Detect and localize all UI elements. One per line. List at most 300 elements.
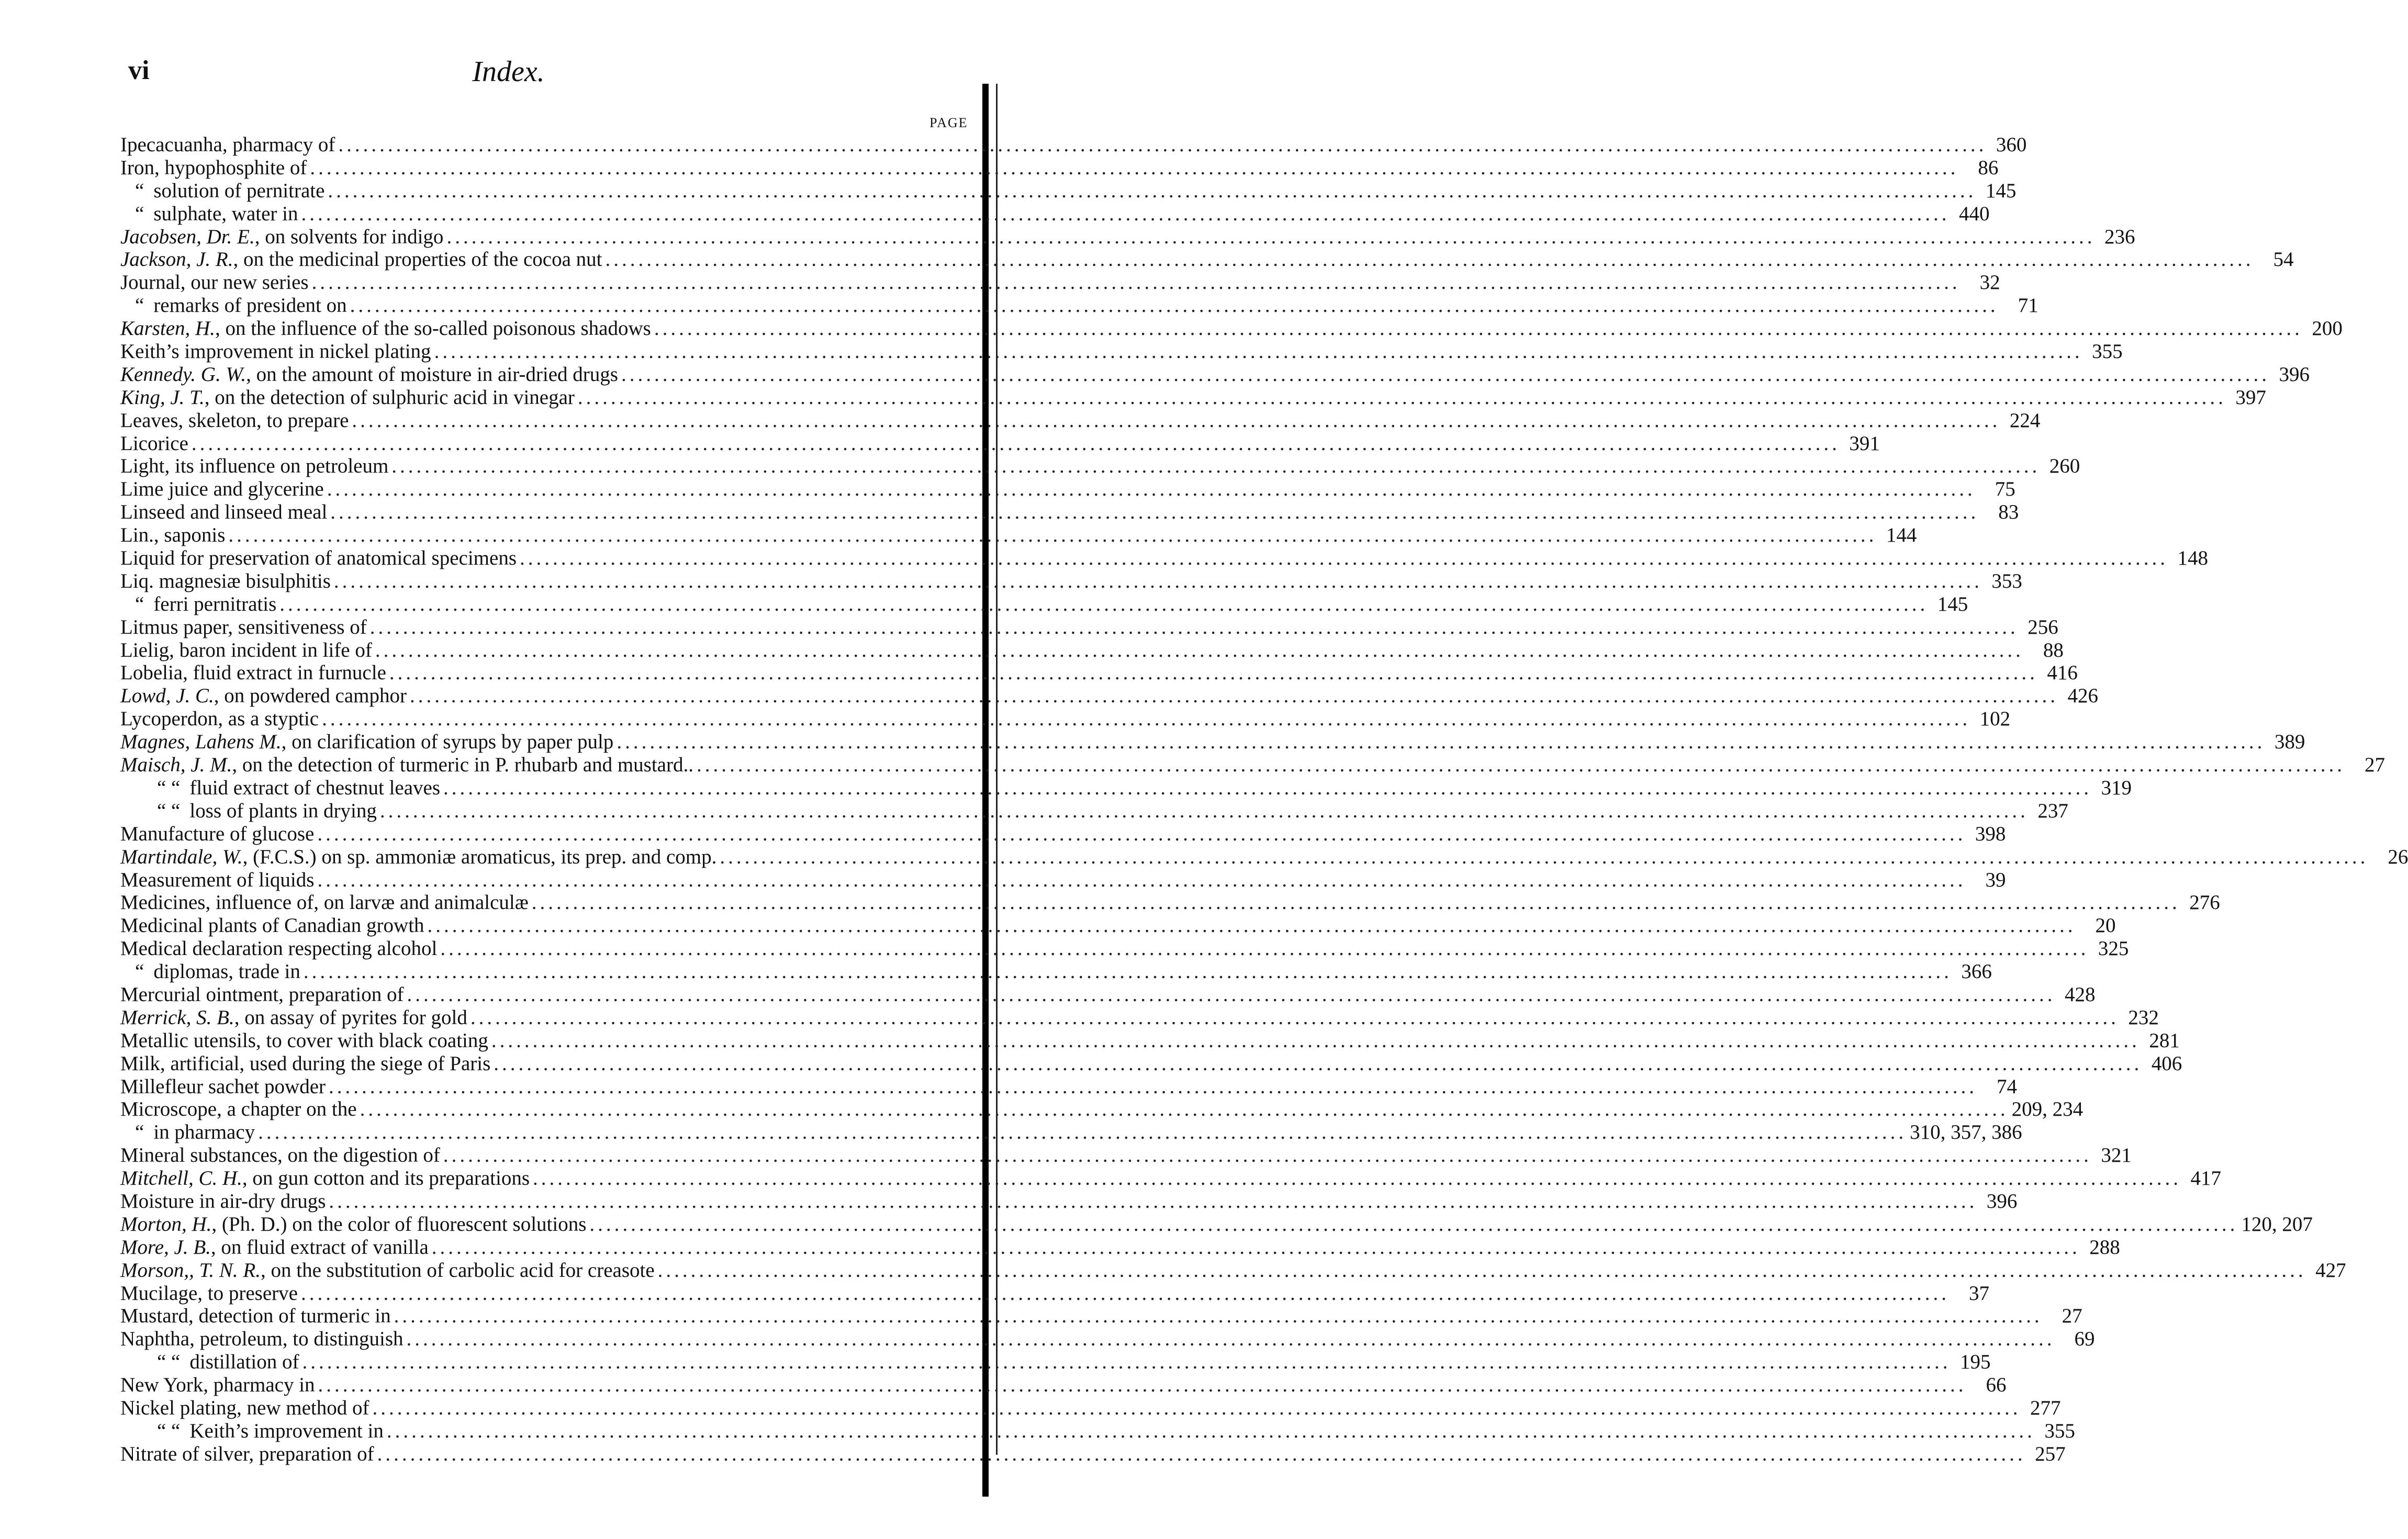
- entry-page: 69: [2074, 1328, 2095, 1351]
- entry-subject: Liquid for preservation of anatomical specimens: [120, 547, 517, 570]
- index-entry: [120, 1282, 1989, 1305]
- entry-subject: ferri pernitratis: [153, 592, 277, 615]
- index-entry: [120, 1052, 2182, 1075]
- entry-subject: Medicines, influence of, on larvæ and animalculæ: [120, 891, 529, 914]
- dot-leader: ........................................................................................................................................................................................................: [470, 1006, 2119, 1029]
- entry-subject: diplomas, trade in: [153, 960, 300, 983]
- index-entry: [120, 891, 2220, 914]
- dot-leader: ........................................................................................................................................................................................................: [406, 1328, 2055, 1351]
- index-entry: [120, 225, 2135, 249]
- dot-leader: ........................................................................................................................................................................................................: [657, 1259, 2306, 1282]
- entry-subject: , on fluid extract of vanilla: [210, 1235, 429, 1259]
- entry-page: 20: [2095, 914, 2116, 937]
- dot-leader: ........................................................................................................................................................................................................: [407, 983, 2056, 1006]
- dot-leader: ........................................................................................................................................................................................................: [330, 501, 1979, 524]
- dot-leader: ........................................................................................................................................................................................................: [696, 754, 2345, 777]
- index-entry: [120, 799, 2068, 823]
- entry-page: 366: [1961, 960, 1992, 983]
- page-header: [0, 55, 1017, 97]
- entry-page: 26: [2388, 845, 2408, 868]
- entry-page: 200: [2312, 317, 2343, 340]
- entry-subject: Mucilage, to preserve: [120, 1282, 298, 1305]
- entry-subject: Keith’s improvement in: [189, 1419, 384, 1442]
- entry-page: 428: [2064, 983, 2096, 1006]
- entry-subject: Iron, hypophosphite of: [120, 156, 307, 179]
- dot-leader: ........................................................................................................................................................................................................: [446, 225, 2096, 248]
- entry-subject: , on powdered camphor: [214, 684, 407, 707]
- dot-leader: ........................................................................................................................................................................................................: [589, 1212, 2238, 1235]
- entry-text: [120, 684, 407, 707]
- entry-text: [120, 800, 377, 823]
- entry-text: [120, 1236, 429, 1259]
- dot-leader: ........................................................................................................................................................................................................: [311, 271, 1961, 294]
- entry-page: 145: [1937, 592, 1968, 615]
- entry-subject: Naphtha, petroleum, to distinguish: [120, 1328, 404, 1351]
- index-entry: [120, 248, 2294, 271]
- ditto-mark: “: [135, 202, 144, 225]
- entry-subject: Keith’s improvement in nickel plating: [120, 340, 431, 363]
- dot-leader: ........................................................................................................................................................................................................: [317, 822, 1966, 845]
- index-entry: [120, 1098, 2084, 1121]
- entry-page: 232: [2128, 1006, 2159, 1029]
- entry-page: 406: [2151, 1052, 2182, 1075]
- entry-subject: solution of pernitrate: [153, 179, 325, 202]
- dot-leader: ........................................................................................................................................................................................................: [531, 891, 2180, 914]
- dot-leader: ........................................................................................................................................................................................................: [329, 1189, 1978, 1212]
- entry-subject: Leaves, skeleton, to prepare: [120, 409, 349, 432]
- dot-leader: ........................................................................................................................................................................................................: [372, 1396, 2021, 1419]
- index-entry: [120, 179, 2017, 203]
- index-entry: [120, 638, 2064, 662]
- entry-page: 256: [2028, 615, 2058, 638]
- entry-page: 74: [1997, 1075, 2018, 1098]
- index-entry: [120, 271, 2000, 294]
- author-name: Morton, H.: [120, 1212, 212, 1235]
- index-entry: [120, 845, 2408, 869]
- author-name: Jackson, J. R.: [120, 248, 233, 271]
- index-entry: [120, 960, 1992, 983]
- index-entry: [120, 615, 2058, 639]
- entry-page: 396: [1986, 1189, 2018, 1212]
- entry-text: [120, 1167, 530, 1190]
- index-entry: [120, 1029, 2180, 1052]
- author-name: Kennedy. G. W.: [120, 363, 247, 386]
- entry-page: 236: [2104, 225, 2135, 248]
- dot-leader: ........................................................................................................................................................................................................: [318, 1374, 1967, 1397]
- entry-text: [120, 937, 437, 960]
- entry-text: [120, 639, 372, 662]
- author-name: More, J. B.: [120, 1235, 211, 1259]
- dot-leader: ........................................................................................................................................................................................................: [333, 569, 1983, 592]
- index-entry: [120, 1075, 2018, 1098]
- dot-leader: ........................................................................................................................................................................................................: [654, 317, 2303, 340]
- dot-leader: ........................................................................................................................................................................................................: [520, 547, 2168, 570]
- entry-text: [120, 1052, 490, 1075]
- entry-page: 86: [1978, 156, 1999, 179]
- entry-text: [120, 754, 693, 777]
- dot-leader: ........................................................................................................................................................................................................: [443, 1144, 2092, 1167]
- entry-text: [120, 547, 517, 570]
- entry-page: 120, 207: [2241, 1212, 2313, 1235]
- entry-subject: in pharmacy: [153, 1121, 255, 1144]
- author-name: Karsten, H.: [120, 317, 215, 340]
- entry-text: [120, 386, 575, 409]
- dot-leader: ........................................................................................................................................................................................................: [427, 914, 2076, 937]
- entry-page: 310, 357, 386: [1910, 1121, 2022, 1144]
- index-entry: [120, 569, 2022, 593]
- index-entry: [120, 156, 1999, 179]
- dot-leader: ........................................................................................................................................................................................................: [394, 1305, 2043, 1328]
- dot-leader: ........................................................................................................................................................................................................: [431, 1235, 2080, 1259]
- entry-subject: Millefleur sachet powder: [120, 1075, 326, 1098]
- entry-text: [120, 960, 300, 983]
- entry-text: [120, 1328, 404, 1351]
- dot-leader: ........................................................................................................................................................................................................: [360, 1098, 2009, 1121]
- ditto-mark: “: [135, 1121, 144, 1144]
- index-entry: [120, 868, 2006, 892]
- entry-text: [120, 1029, 488, 1052]
- entry-page: 396: [2279, 363, 2310, 386]
- entry-page: 427: [2315, 1259, 2346, 1282]
- entry-subject: , on assay of pyrites for gold: [234, 1006, 467, 1029]
- dot-leader: ........................................................................................................................................................................................................: [328, 179, 1977, 202]
- dot-leader: ........................................................................................................................................................................................................: [491, 1029, 2140, 1052]
- index-entry: [120, 340, 2123, 363]
- ditto-mark: “ “: [157, 776, 181, 799]
- entry-text: [120, 891, 529, 914]
- entry-subject: Measurement of liquids: [120, 868, 315, 891]
- entry-subject: Lin., saponis: [120, 524, 226, 547]
- index-entry: [120, 294, 2039, 317]
- entry-text: [120, 731, 613, 754]
- entry-text: [120, 501, 327, 524]
- entry-text: [120, 1190, 326, 1213]
- author-name: Morson,, T. N. R.: [120, 1259, 261, 1282]
- entry-page: 237: [2037, 799, 2068, 822]
- entry-text: [120, 1006, 467, 1029]
- entry-text: [120, 983, 404, 1006]
- index-entry: [120, 1006, 2159, 1029]
- entry-subject: Light, its influence on petroleum: [120, 455, 389, 478]
- entry-text: [120, 226, 443, 249]
- index-entry: [120, 1374, 2007, 1397]
- entry-page: 325: [2098, 937, 2129, 960]
- entry-page: 389: [2274, 731, 2305, 754]
- index-entry: [120, 1167, 2222, 1190]
- entry-page: 260: [2049, 455, 2080, 478]
- entry-subject: , on the detection of sulphuric acid in vinegar: [204, 386, 575, 409]
- entry-page: 88: [2043, 638, 2064, 661]
- dot-leader: ........................................................................................................................................................................................................: [322, 707, 1971, 731]
- entry-text: [120, 1121, 255, 1144]
- index-entry: [120, 501, 2019, 524]
- ditto-mark: “ “: [157, 1419, 181, 1442]
- dot-leader: ........................................................................................................................................................................................................: [301, 202, 1950, 225]
- dot-leader: ........................................................................................................................................................................................................: [720, 845, 2369, 868]
- dot-leader: ........................................................................................................................................................................................................: [434, 340, 2083, 363]
- entry-page: 288: [2089, 1235, 2120, 1259]
- dot-leader: ........................................................................................................................................................................................................: [391, 455, 2041, 478]
- dot-leader: ........................................................................................................................................................................................................: [228, 524, 1877, 547]
- entry-subject: New York, pharmacy in: [120, 1374, 315, 1397]
- ditto-mark: “: [135, 179, 144, 202]
- index-entry: [120, 432, 1880, 455]
- index-entry: [120, 1212, 2313, 1236]
- entry-subject: , on the medicinal properties of the cocoa nut: [233, 248, 602, 271]
- entry-subject: Mercurial ointment, preparation of: [120, 983, 404, 1006]
- entry-text: [120, 409, 349, 432]
- index-entry: [120, 524, 1917, 547]
- entry-page: 71: [2018, 294, 2039, 317]
- entry-text: [120, 1374, 315, 1397]
- entry-text: [120, 317, 651, 340]
- entry-page: 75: [1995, 478, 2015, 501]
- ditto-mark: “: [135, 592, 144, 615]
- entry-text: [120, 455, 388, 478]
- ditto-mark: “ “: [157, 1351, 181, 1374]
- entry-subject: Milk, artificial, used during the siege of Paris: [120, 1052, 491, 1075]
- entry-page: 417: [2190, 1167, 2222, 1190]
- dot-leader: ........................................................................................................................................................................................................: [338, 133, 1987, 156]
- entry-subject: , on clarification of syrups by paper pulp: [281, 731, 614, 754]
- index-entry: [120, 592, 1968, 616]
- entry-subject: , on solvents for indigo: [254, 225, 444, 248]
- entry-subject: Nitrate of silver, preparation of: [120, 1442, 374, 1465]
- entry-text: [120, 1144, 440, 1167]
- entry-text: [120, 823, 314, 846]
- entry-text: [120, 1351, 299, 1374]
- entry-page: 32: [1979, 271, 2000, 294]
- entry-subject: distillation of: [189, 1351, 299, 1374]
- entry-subject: , on gun cotton and its preparations: [242, 1167, 530, 1190]
- entry-subject: fluid extract of chestnut leaves: [189, 776, 441, 799]
- entry-page: 144: [1886, 524, 1917, 547]
- entry-page: 145: [1985, 179, 2017, 202]
- entry-text: [120, 271, 309, 294]
- index-entry: [120, 478, 2015, 501]
- entry-subject: , on the detection of turmeric in P. rhubarb and mustard..: [232, 754, 693, 777]
- dot-leader: ........................................................................................................................................................................................................: [389, 661, 2038, 684]
- index-entry: [120, 1419, 2075, 1443]
- entry-text: [120, 661, 386, 684]
- entry-text: [120, 432, 188, 455]
- index-entry: [120, 1144, 2132, 1167]
- entry-page: 321: [2101, 1144, 2132, 1167]
- index-entry: [120, 1189, 2018, 1213]
- entry-text: [120, 179, 324, 203]
- entry-subject: remarks of president on: [153, 294, 347, 317]
- ditto-mark: “: [135, 960, 144, 983]
- dot-leader: ........................................................................................................................................................................................................: [494, 1052, 2143, 1075]
- dot-leader: ........................................................................................................................................................................................................: [386, 1419, 2035, 1442]
- author-name: Maisch, J. M.: [120, 754, 232, 777]
- author-name: Mitchell, C. H.: [120, 1167, 242, 1190]
- entry-subject: Lycoperdon, as a styptic: [120, 707, 319, 731]
- entry-subject: Liq. magnesiæ bisulphitis: [120, 569, 331, 592]
- entry-page: 416: [2047, 661, 2078, 684]
- page-column-label: PAGE: [929, 115, 968, 130]
- entry-page: 276: [2189, 891, 2220, 914]
- dot-leader: ........................................................................................................................................................................................................: [258, 1121, 1907, 1144]
- entry-page: 27: [2364, 754, 2385, 777]
- entry-text: [120, 1305, 391, 1328]
- entry-page: 195: [1959, 1351, 1991, 1374]
- author-name: King, J. T.: [120, 386, 205, 409]
- entry-page: 102: [1979, 707, 2011, 731]
- index-entry: [120, 1396, 2061, 1420]
- dot-leader: ........................................................................................................................................................................................................: [443, 776, 2092, 799]
- entry-subject: Ipecacuanha, pharmacy of: [120, 133, 335, 156]
- entry-text: [120, 1259, 655, 1282]
- ditto-mark: “: [135, 294, 144, 317]
- entry-subject: Nickel plating, new method of: [120, 1396, 369, 1419]
- dot-leader: ........................................................................................................................................................................................................: [533, 1167, 2182, 1190]
- entry-text: [120, 524, 225, 547]
- entry-page: 54: [2273, 248, 2294, 271]
- ditto-mark: “ “: [157, 799, 181, 822]
- entry-text: [120, 133, 335, 156]
- entry-subject: , on the substitution of carbolic acid for creasote: [260, 1259, 655, 1282]
- dot-leader: ........................................................................................................................................................................................................: [310, 156, 1959, 179]
- entry-page: 353: [1991, 569, 2022, 592]
- index-entry: [120, 822, 2006, 846]
- entry-text: [120, 616, 367, 639]
- author-name: Martindale, W.: [120, 845, 243, 868]
- index-entry: [120, 754, 2385, 777]
- dot-leader: ........................................................................................................................................................................................................: [440, 937, 2089, 960]
- index-entry: [120, 914, 2116, 937]
- index-entry: [120, 1259, 2346, 1282]
- entry-page: 426: [2067, 684, 2098, 707]
- author-name: Lowd, J. C.: [120, 684, 214, 707]
- entry-page: 355: [2092, 340, 2123, 363]
- entry-text: [120, 570, 331, 593]
- dot-leader: ........................................................................................................................................................................................................: [410, 684, 2058, 707]
- entry-page: 39: [1985, 868, 2006, 891]
- index-entry: [120, 386, 2266, 409]
- index-entry: [120, 1121, 2022, 1144]
- dot-leader: ........................................................................................................................................................................................................: [621, 363, 2270, 386]
- dot-leader: ........................................................................................................................................................................................................: [617, 731, 2266, 754]
- entry-text: [120, 1397, 369, 1420]
- index-entry: [120, 547, 2208, 570]
- entry-text: [120, 593, 276, 616]
- entry-text: [120, 1282, 298, 1305]
- entry-page: 66: [1986, 1374, 2007, 1397]
- entry-page: 27: [2062, 1305, 2082, 1328]
- entry-subject: sulphate, water in: [153, 202, 298, 225]
- index-entry: [120, 455, 2080, 478]
- index-entry: [120, 1351, 1991, 1374]
- entry-text: [120, 869, 314, 892]
- author-name: Merrick, S. B.: [120, 1006, 234, 1029]
- dot-leader: ........................................................................................................................................................................................................: [605, 248, 2254, 271]
- entry-text: [120, 340, 431, 363]
- entry-text: [120, 478, 324, 501]
- dot-leader: ........................................................................................................................................................................................................: [377, 1442, 2026, 1465]
- entry-subject: Microscope, a chapter on the: [120, 1098, 357, 1121]
- index-entry: [120, 133, 2027, 156]
- entry-subject: Licorice: [120, 432, 188, 455]
- index-entry: [120, 776, 2132, 800]
- dot-leader: ........................................................................................................................................................................................................: [279, 592, 1929, 615]
- dot-leader: ........................................................................................................................................................................................................: [375, 638, 2024, 661]
- dot-leader: ........................................................................................................................................................................................................: [329, 1075, 1978, 1098]
- index-entry: [120, 409, 2041, 432]
- dot-leader: ........................................................................................................................................................................................................: [317, 868, 1966, 891]
- entry-text: [120, 248, 602, 271]
- dot-leader: ........................................................................................................................................................................................................: [577, 386, 2226, 409]
- dot-leader: ........................................................................................................................................................................................................: [350, 294, 1999, 317]
- index-entry: [120, 661, 2078, 684]
- entry-text: [120, 1420, 384, 1443]
- index-entry: [120, 1235, 2120, 1259]
- index-entry: [120, 363, 2310, 386]
- entry-text: [120, 203, 298, 226]
- entry-page: 398: [1975, 822, 2006, 845]
- entry-subject: Moisture in air-dry drugs: [120, 1189, 326, 1212]
- dot-leader: ........................................................................................................................................................................................................: [302, 1351, 1951, 1374]
- entry-page: 277: [2030, 1396, 2061, 1419]
- index-entry: [120, 1328, 2095, 1351]
- entry-page: 281: [2149, 1029, 2180, 1052]
- entry-text: [120, 1075, 326, 1098]
- entry-page: 209, 234: [2011, 1098, 2084, 1121]
- entry-subject: Mustard, detection of turmeric in: [120, 1305, 391, 1328]
- index-entry: [120, 684, 2098, 707]
- entry-subject: , (Ph. D.) on the color of fluorescent solutions: [211, 1212, 587, 1235]
- entry-page: 440: [1958, 202, 1990, 225]
- entry-subject: , on the amount of moisture in air-dried drugs: [246, 363, 618, 386]
- entry-text: [120, 1213, 586, 1236]
- entry-text: [120, 914, 424, 937]
- entry-page: 224: [2009, 409, 2041, 432]
- entry-page: 355: [2044, 1419, 2075, 1442]
- dot-leader: ........................................................................................................................................................................................................: [300, 1282, 1950, 1305]
- dot-leader: ........................................................................................................................................................................................................: [379, 799, 2029, 822]
- entry-subject: Medical declaration respecting alcohol: [120, 937, 438, 960]
- dot-leader: ........................................................................................................................................................................................................: [327, 478, 1976, 501]
- index-entry: [120, 1305, 2082, 1328]
- entry-text: [120, 363, 618, 386]
- entry-text: [120, 1443, 374, 1466]
- entry-page: 391: [1849, 432, 1880, 455]
- entry-subject: Lime juice and glycerine: [120, 478, 324, 501]
- page-number: vi: [128, 55, 150, 85]
- entry-page: 319: [2101, 776, 2132, 799]
- entry-text: [120, 1098, 357, 1121]
- entry-text: [120, 707, 319, 731]
- entry-subject: Lobelia, fluid extract in furnucle: [120, 661, 386, 684]
- dot-leader: ........................................................................................................................................................................................................: [191, 432, 1840, 455]
- index-entry: [120, 317, 2343, 340]
- entry-subject: , on the influence of the so-called poisonous shadows: [215, 317, 651, 340]
- dot-leader: ........................................................................................................................................................................................................: [352, 409, 2001, 432]
- author-name: Magnes, Lahens M.: [120, 731, 282, 754]
- entry-subject: Metallic utensils, to cover with black coating: [120, 1029, 488, 1052]
- dot-leader: ........................................................................................................................................................................................................: [369, 615, 2019, 638]
- index-entries: [120, 133, 2408, 1466]
- entry-page: 360: [1996, 133, 2027, 156]
- entry-subject: Litmus paper, sensitiveness of: [120, 615, 367, 638]
- entry-subject: Manufacture of glucose: [120, 822, 315, 845]
- index-entry: [120, 707, 2011, 731]
- entry-page: 37: [1968, 1282, 1989, 1305]
- entry-page: 148: [2177, 547, 2208, 570]
- entry-subject: Linseed and linseed meal: [120, 501, 328, 524]
- index-entry: [120, 731, 2305, 754]
- entry-subject: , (F.C.S.) on sp. ammoniæ aromaticus, its prep. and comp.: [242, 845, 717, 868]
